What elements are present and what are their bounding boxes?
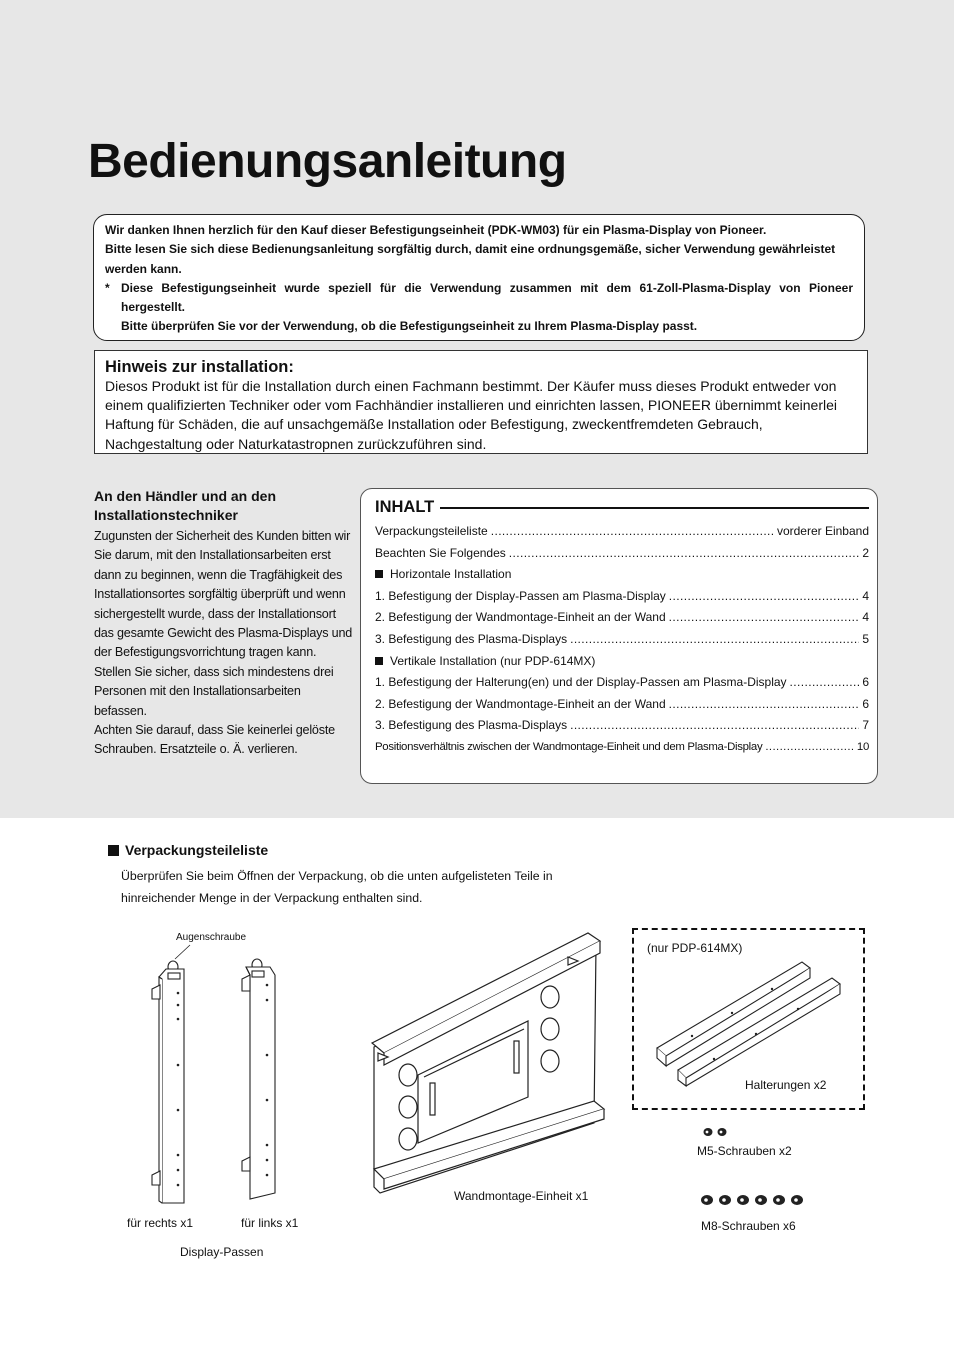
toc-entry[interactable]	[375, 543, 869, 565]
intro-box	[93, 214, 865, 341]
toc-leader-dots	[669, 694, 860, 716]
toc-entry-label: 2. Befestigung der Wandmontage-Einheit an der Wand	[375, 696, 666, 711]
toc-entry-page: 2	[862, 545, 869, 560]
intro-note-text: Diese Befestigungseinheit wurde speziell für die Verwendung zusammen mit dem 61-Zoll-Plasma-Display von Pioneer hergestellt.	[121, 280, 853, 315]
only-model-label: (nur PDP-614MX)	[647, 941, 743, 955]
dealer-paragraph-1: Zugunsten der Sicherheit des Kunden bitten wir Sie darum, mit den Installationsarbeiten erst dann zu beginnen, wenn die Tragfähigkeit des Installationsortes sorgfältig überprüft und wenn sichergestellt wurde, dass der Installationsort das gesamte Gewicht des Plasma-Displays und der Befestigungsvorrichtung tragen kann.	[94, 529, 353, 660]
toc-entry-label: Positionsverhältnis zwischen der Wandmontage-Einheit und dem Plasma-Display	[375, 740, 763, 753]
notice-heading: Hinweis zur installation:	[105, 358, 294, 376]
display-arms-illustration	[140, 945, 290, 1210]
toc-entry-page: vorderer Einband	[776, 524, 869, 538]
square-bullet-icon	[375, 570, 383, 578]
square-bullet-icon	[375, 657, 383, 665]
toc-entry[interactable]	[375, 672, 869, 694]
intro-line-1: Wir danken Ihnen herzlich für den Kauf dieser Befestigungseinheit (PDK-WM03) für ein Plasma-Display von Pioneer.	[105, 223, 767, 237]
toc-entry-label: Beachten Sie Folgendes	[375, 545, 506, 560]
display-arms-label: Display-Passen	[180, 1245, 264, 1259]
toc-entry-label: 3. Befestigung des Plasma-Displays	[375, 718, 568, 733]
m5-screws-icon	[702, 1126, 732, 1138]
brackets-label: Halterungen x2	[745, 1078, 827, 1092]
toc-header	[375, 497, 869, 517]
table-of-contents	[360, 488, 878, 784]
m8-screws-icon	[700, 1193, 806, 1207]
intro-note-text-2: Bitte überprüfen Sie vor der Verwendung, ob die Befestigungseinheit zu Ihrem Plasma-Display passt.	[121, 319, 698, 334]
toc-section-horizontal	[375, 564, 869, 586]
toc-section-label: Horizontale Installation	[390, 567, 512, 582]
toc-entry[interactable]	[375, 737, 869, 759]
parts-list-heading-text: Verpackungsteileliste	[125, 842, 269, 858]
toc-entry-page: 7	[862, 718, 869, 733]
toc-entry-page: 5	[862, 631, 869, 646]
asterisk-mark: *	[105, 280, 110, 295]
toc-entry[interactable]	[375, 715, 869, 737]
brackets-illustration	[652, 958, 842, 1083]
dealer-section	[94, 487, 356, 760]
toc-entry-page: 10	[856, 740, 869, 753]
toc-heading-rule	[440, 507, 869, 510]
toc-leader-dots	[790, 672, 860, 694]
page-title: Bedienungsanleitung	[88, 135, 567, 188]
toc-entry[interactable]	[375, 694, 869, 716]
toc-entry-label: 3. Befestigung des Plasma-Displays	[375, 631, 568, 646]
intro-note	[105, 279, 853, 337]
dealer-paragraph-3: Achten Sie darauf, dass Sie keinerlei gelöste Schrauben. Ersatzteile o. Ä. verlieren.	[94, 723, 335, 757]
toc-leader-dots	[765, 737, 854, 759]
dealer-paragraph-2: Stellen Sie sicher, dass sich mindestens drei Personen mit den Installationsarbeiten befassen.	[94, 664, 334, 718]
toc-entry-page: 6	[862, 696, 869, 711]
notice-text: Diesos Produkt ist für die Installation durch einen Fachmann bestimmt. Der Käufer muss dieses Produkt entweder von einem qualifizierten Techniker oder vom Fachhändier installieren und einrichten lassen, PIONEER übernimmt keinerlei Haftung für Schäden, die auf unsachgemäße Installation oder Befestigung, zweckentfremdeten Gebrauch, Nachgestaltung oder Naturkatastropnen zurückzuführen sind.	[105, 378, 837, 452]
dealer-heading: An den Händler und an den Installationstechniker	[94, 488, 277, 523]
eye-bolt-label: Augenschraube	[176, 932, 247, 943]
toc-entry[interactable]	[375, 586, 869, 608]
right-arm-label: für rechts x1	[127, 1216, 194, 1230]
toc-leader-dots	[570, 715, 859, 737]
intro-line-2: Bitte lesen Sie sich diese Bedienungsanleitung sorgfältig durch, damit eine ordnungsgemäße, sicher Verwendung gewährleistet werden kann.	[105, 242, 836, 276]
m8-screws-label: M8-Schrauben x6	[701, 1219, 796, 1233]
toc-entry-page: 4	[862, 588, 869, 603]
toc-entry[interactable]	[375, 521, 869, 543]
toc-entry-page: 4	[862, 610, 869, 625]
parts-list-intro: Überprüfen Sie beim Öffnen der Verpackung, ob die unten aufgelisteten Teile in hinreichender Menge in der Verpackung enthalten sind.	[121, 869, 553, 905]
parts-list-heading	[108, 840, 268, 860]
toc-entry-label: Verpackungsteileliste	[375, 524, 488, 538]
toc-leader-dots	[570, 629, 859, 651]
m5-screws-label: M5-Schrauben x2	[697, 1144, 792, 1158]
toc-heading: INHALT	[375, 498, 435, 516]
toc-leader-dots	[669, 607, 860, 629]
left-arm-label: für links x1	[241, 1216, 299, 1230]
installation-notice	[94, 350, 868, 454]
toc-entry-page: 6	[862, 675, 869, 690]
toc-entry-label: 1. Befestigung der Display-Passen am Plasma-Display	[375, 588, 666, 603]
toc-leader-dots	[491, 521, 774, 543]
square-bullet-icon	[108, 845, 119, 856]
toc-leader-dots	[509, 543, 860, 565]
wall-unit-label: Wandmontage-Einheit x1	[454, 1189, 589, 1203]
wall-mount-unit-illustration	[368, 925, 608, 1195]
toc-entry[interactable]	[375, 607, 869, 629]
toc-section-label: Vertikale Installation (nur PDP-614MX)	[390, 653, 596, 668]
toc-entry[interactable]	[375, 629, 869, 651]
toc-section-vertical	[375, 651, 869, 673]
toc-entry-label: 2. Befestigung der Wandmontage-Einheit an der Wand	[375, 610, 666, 625]
toc-entry-label: 1. Befestigung der Halterung(en) und der Display-Passen am Plasma-Display	[375, 675, 787, 690]
toc-leader-dots	[669, 586, 860, 608]
